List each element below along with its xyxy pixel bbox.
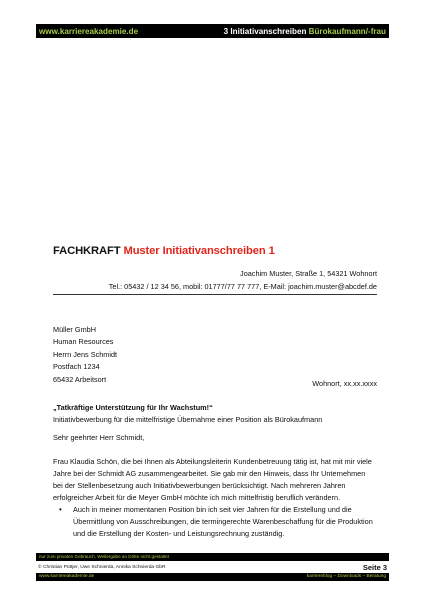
footer-copyright: © Christian Püttjer, Uwe Schnierda, Annika Schnierda GbR (38, 564, 166, 570)
recipient-line: Müller GmbH (53, 325, 96, 334)
bullet-text: Auch in meiner momentanen Position bin ich seit vier Jahren für die Erstellung und die Übermittlung von Ausschreibungen, die termingerechte Warenbeschaffung für die Produktion und die Erstellung der Kosten- und Leistungsrechnung zuständig. (73, 505, 373, 538)
sender-line-2: Tel.: 05432 / 12 34 56, mobil: 01777/77 77 777, E-Mail: joachim.muster@abcdef.de (108, 281, 377, 291)
subject-title: „Tatkräftige Unterstützung für Ihr Wachstum!“ (53, 403, 213, 412)
subject-line: Initiativbewerbung für die mittelfristige Übernahme einer Position als Bürokaufmann (53, 414, 323, 424)
header-title-prefix: 3 Initiativanschreiben (223, 26, 307, 36)
body-paragraph: Frau Klaudia Schön, die bei Ihnen als Abteilungsleiterin Kundenbetreuung tätig ist, hat mit mir viele Jahre bei der Schmidt AG zusammengearbeitet. Sie gab mir den Hinweis, dass Ihr Unternehmen bei der Stellenbesetzung auch Initiativbewerbungen berücksichtigt. Nach mehreren Jahren erfolgreicher Arbeit für die Meyer GmbH möchte ich mich mittelfristig beruflich verändern. (53, 457, 372, 502)
header-title (224, 27, 386, 36)
recipient-address (53, 324, 117, 386)
page-number: Seite 3 (362, 562, 387, 572)
salutation: Sehr geehrter Herr Schmidt, (53, 433, 145, 442)
header-bar (36, 24, 389, 38)
footer-site-link[interactable]: www.karriereakademie.de (39, 574, 95, 579)
sender-line-1: Joachim Muster, Straße 1, 54321 Wohnort (240, 269, 377, 278)
subject-block (53, 402, 375, 426)
recipient-line: Human Resources (53, 337, 114, 347)
footer-links-bar (36, 573, 389, 581)
footer-notice-bar (36, 553, 389, 561)
sender-divider (53, 294, 377, 295)
header-site-link[interactable]: www.karriereakademie.de (39, 26, 139, 36)
heading-label: FACHKRAFT (53, 245, 121, 257)
heading-title: Muster Initiativanschreiben 1 (123, 245, 275, 257)
bullet-item (53, 504, 377, 540)
recipient-line: 65432 Arbeitsort (53, 374, 107, 384)
footer-info (36, 562, 389, 572)
footer-links[interactable]: karriereblog – Downloads – Beratung (306, 574, 386, 579)
recipient-line: Herrn Jens Schmidt (53, 349, 118, 359)
footer-notice: nur zum privaten Gebrauch, Weitergabe an Dritte nicht gestattet (39, 554, 170, 559)
page-heading (53, 245, 275, 257)
bullet-symbol: • (59, 505, 62, 514)
header-title-accent: Bürokaufmann/-frau (308, 26, 386, 36)
sender-address (109, 268, 377, 293)
recipient-line: Postfach 1234 (53, 362, 100, 372)
letter-date: Wohnort, xx.xx.xxxx (312, 379, 377, 388)
